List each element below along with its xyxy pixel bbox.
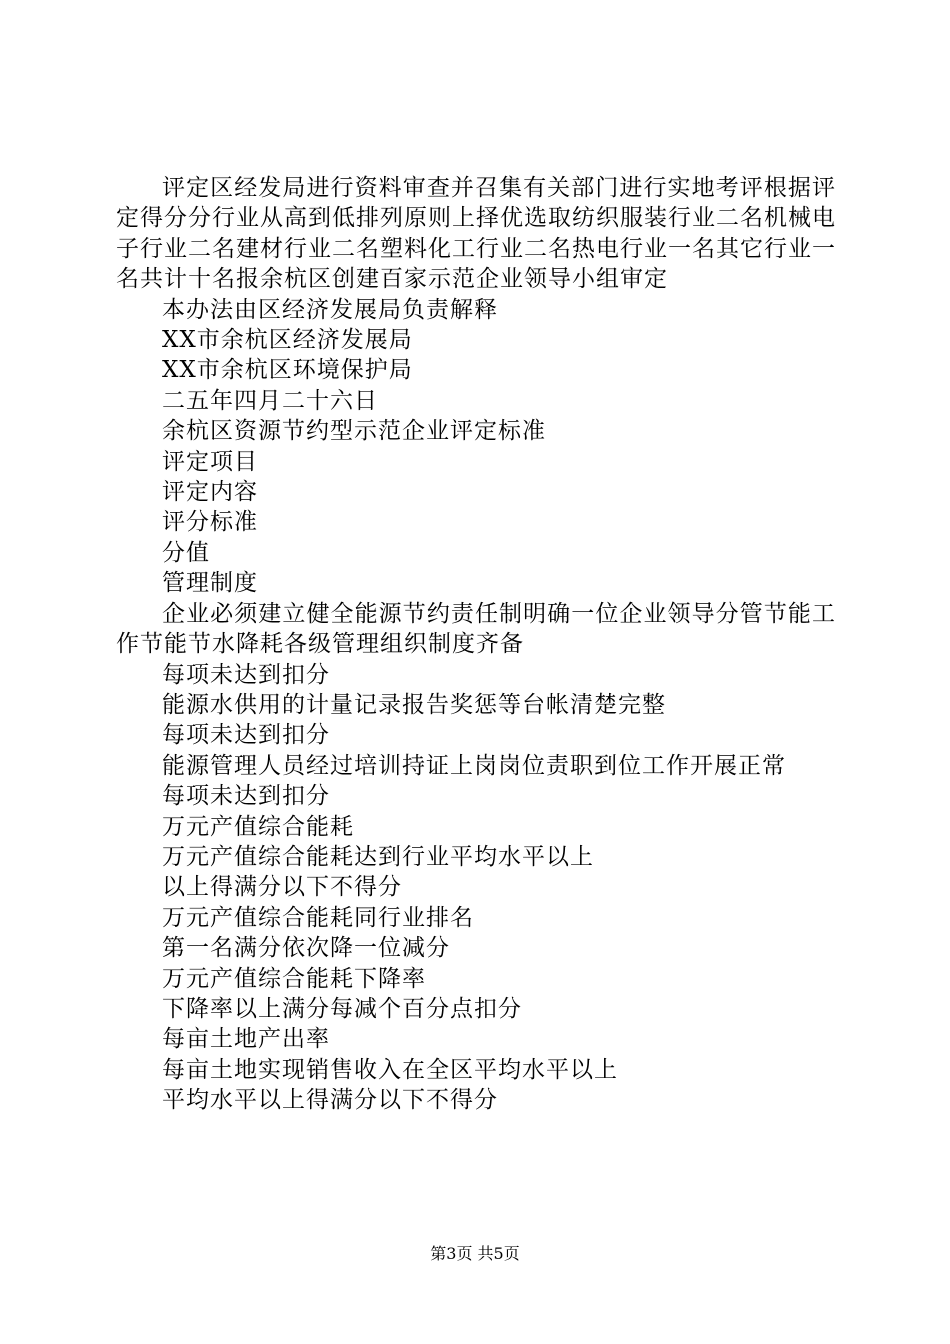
paragraph: 每亩土地实现销售收入在全区平均水平以上 xyxy=(162,1056,618,1083)
paragraph: 下降率以上满分每减个百分点扣分 xyxy=(162,995,522,1022)
paragraph: 企业必须建立健全能源节约责任制明确一位企业领导分管节能工作节能节水降耗各级管理组织制度齐备 xyxy=(116,600,836,658)
paragraph: 万元产值综合能耗下降率 xyxy=(162,965,426,992)
paragraph: 本办法由区经济发展局负责解释 xyxy=(162,296,498,323)
paragraph: 万元产值综合能耗同行业排名 xyxy=(162,904,474,931)
paragraph: 评定项目 xyxy=(162,448,258,475)
page-footer xyxy=(0,1244,950,1264)
paragraph: 评定内容 xyxy=(162,479,258,506)
paragraph: 评定区经发局进行资料审查并召集有关部门进行实地考评根据评定得分分行业从高到低排列原则上择优选取纺织服装行业二名机械电子行业二名建材行业二名塑料化工行业二名热电行业一名其它行业一名共计十名报余杭区创建百家示范企业领导小组审定 xyxy=(116,175,836,293)
paragraph: 每项未达到扣分 xyxy=(162,783,330,810)
paragraph: 第一名满分依次降一位减分 xyxy=(162,935,450,962)
paragraph: 以上得满分以下不得分 xyxy=(162,874,402,901)
paragraph: XX市余杭区经济发展局 xyxy=(162,327,413,354)
paragraph: 分值 xyxy=(162,539,210,566)
paragraph: 能源管理人员经过培训持证上岗岗位责职到位工作开展正常 xyxy=(162,752,786,779)
paragraph: 评分标准 xyxy=(162,509,258,536)
paragraph: 万元产值综合能耗达到行业平均水平以上 xyxy=(162,843,594,870)
paragraph: 二五年四月二十六日 xyxy=(162,387,378,414)
page-number: 第3页 共5页 xyxy=(430,1244,520,1263)
paragraph: 能源水供用的计量记录报告奖惩等台帐清楚完整 xyxy=(162,691,666,718)
document-body xyxy=(116,173,836,1116)
paragraph: 万元产值综合能耗 xyxy=(162,813,354,840)
paragraph: 每项未达到扣分 xyxy=(162,661,330,688)
paragraph: 管理制度 xyxy=(162,570,258,597)
paragraph: 每项未达到扣分 xyxy=(162,722,330,749)
paragraph: XX市余杭区环境保护局 xyxy=(162,357,413,384)
paragraph: 每亩土地产出率 xyxy=(162,1026,330,1053)
paragraph: 余杭区资源节约型示范企业评定标准 xyxy=(162,418,546,445)
paragraph: 平均水平以上得满分以下不得分 xyxy=(162,1087,498,1114)
